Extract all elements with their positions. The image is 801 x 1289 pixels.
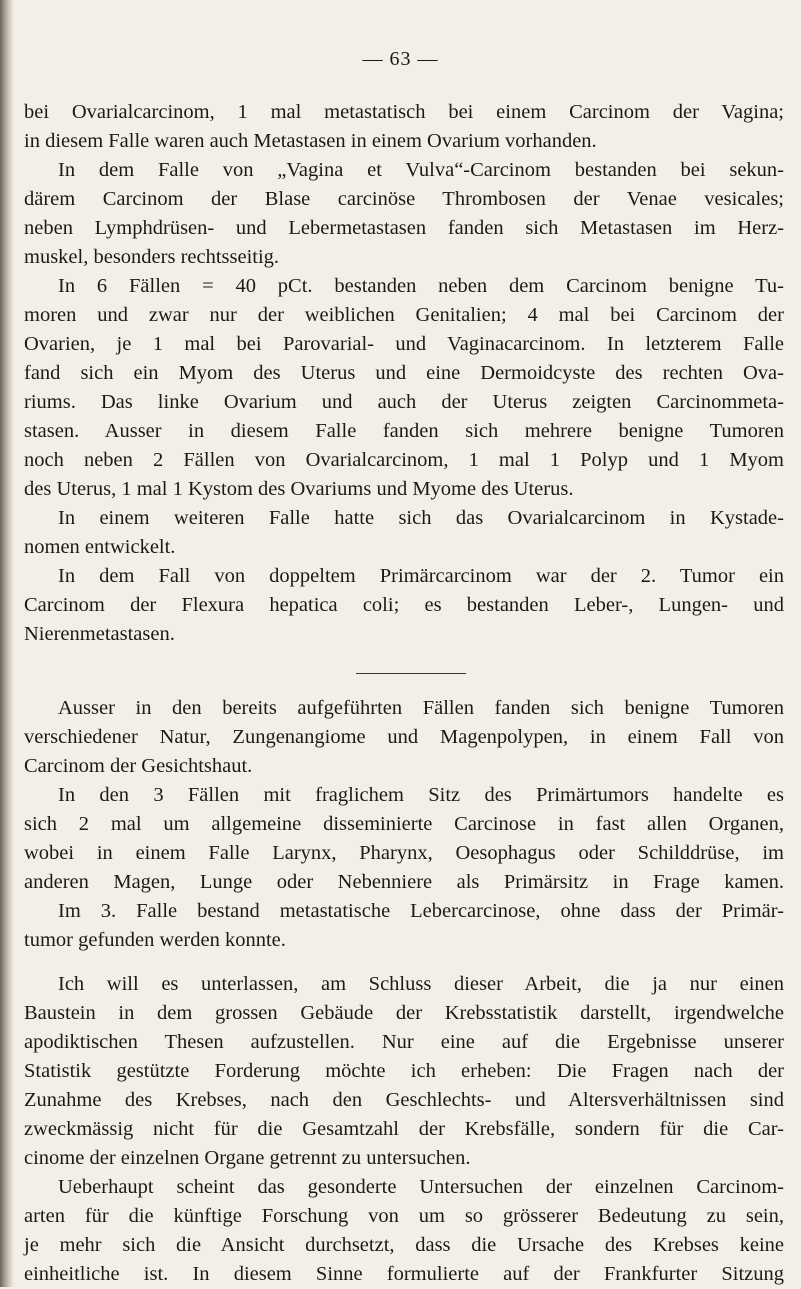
text-line: wobei in einem Falle Larynx, Pharynx, Oesophagus oder Schilddrüse, im	[24, 842, 784, 864]
text-line: anderen Magen, Lunge oder Nebenniere als Primärsitz in Frage kamen.	[24, 871, 784, 893]
text-line: bei Ovarialcarcinom, 1 mal metastatisch bei einem Carcinom der Vagina;	[24, 101, 784, 123]
text-line: einheitliche ist. In diesem Sinne formulierte auf der Frankfurter Sitzung	[24, 1263, 784, 1285]
text-line: Zunahme des Krebses, nach den Geschlechts- und Altersverhältnissen sind	[24, 1089, 784, 1111]
text-line: stasen. Ausser in diesem Falle fanden sich mehrere benigne Tumoren	[24, 420, 784, 442]
text-line: in diesem Falle waren auch Metastasen in einem Ovarium vorhanden.	[24, 130, 597, 152]
section-divider	[356, 673, 466, 674]
text-line: des Uterus, 1 mal 1 Kystom des Ovariums und Myome des Uterus.	[24, 478, 574, 500]
text-line: verschiedener Natur, Zungenangiome und Magenpolypen, in einem Fall von	[24, 726, 784, 748]
text-line: noch neben 2 Fällen von Ovarialcarcinom, 1 mal 1 Polyp und 1 Myom	[24, 449, 784, 471]
text-line: Ich will es unterlassen, am Schluss dieser Arbeit, die ja nur einen	[58, 973, 784, 995]
text-line: Statistik gestützte Forderung möchte ich erheben: Die Fragen nach der	[24, 1060, 784, 1082]
text-line: moren und zwar nur der weiblichen Genitalien; 4 mal bei Carcinom der	[24, 304, 784, 326]
text-line: zweckmässig nicht für die Gesamtzahl der Krebsfälle, sondern für die Car-	[24, 1118, 784, 1140]
text-line: neben Lymphdrüsen- und Lebermetastasen fanden sich Metastasen im Herz-	[24, 217, 784, 239]
page-number: — 63 —	[362, 48, 439, 70]
text-line: Im 3. Falle bestand metastatische Lebercarcinose, ohne dass der Primär-	[58, 900, 784, 922]
text-line: Baustein in dem grossen Gebäude der Krebsstatistik darstellt, irgendwelche	[24, 1002, 784, 1024]
text-line: Nierenmetastasen.	[24, 623, 175, 645]
text-line: Ausser in den bereits aufgeführten Fällen fanden sich benigne Tumoren	[58, 697, 784, 719]
text-line: fand sich ein Myom des Uterus und eine Dermoidcyste des rechten Ova-	[24, 362, 784, 384]
text-line: In den 3 Fällen mit fraglichem Sitz des Primärtumors handelte es	[58, 784, 784, 806]
text-line: Carcinom der Flexura hepatica coli; es bestanden Leber-, Lungen- und	[24, 594, 784, 616]
text-line: Carcinom der Gesichtshaut.	[24, 755, 253, 777]
text-line: nomen entwickelt.	[24, 536, 176, 558]
text-line: tumor gefunden werden konnte.	[24, 929, 286, 951]
text-line: arten für die künftige Forschung von um so grösserer Bedeutung zu sein,	[24, 1205, 784, 1227]
text-line: sich 2 mal um allgemeine disseminierte Carcinose in fast allen Organen,	[24, 813, 784, 835]
text-line: In dem Falle von „Vagina et Vulva“-Carcinom bestanden bei sekun-	[58, 159, 784, 181]
text-line: Ueberhaupt scheint das gesonderte Untersuchen der einzelnen Carcinom-	[58, 1176, 784, 1198]
text-line: je mehr sich die Ansicht durchsetzt, dass die Ursache des Krebses keine	[24, 1234, 784, 1256]
text-line: Ovarien, je 1 mal bei Parovarial- und Vaginacarcinom. In letzterem Falle	[24, 333, 784, 355]
text-line: muskel, besonders rechtsseitig.	[24, 246, 280, 268]
text-line: In dem Fall von doppeltem Primärcarcinom war der 2. Tumor ein	[58, 565, 784, 587]
text-line: cinome der einzelnen Organe getrennt zu untersuchen.	[24, 1147, 471, 1169]
text-line: därem Carcinom der Blase carcinöse Thrombosen der Venae vesicales;	[24, 188, 784, 210]
text-line: In 6 Fällen = 40 pCt. bestanden neben dem Carcinom benigne Tu-	[58, 275, 784, 297]
text-line: riums. Das linke Ovarium und auch der Uterus zeigten Carcinommeta-	[24, 391, 784, 413]
text-line: In einem weiteren Falle hatte sich das Ovarialcarcinom in Kystade-	[58, 507, 784, 529]
text-line: apodiktischen Thesen aufzustellen. Nur eine auf die Ergebnisse unserer	[24, 1031, 784, 1053]
